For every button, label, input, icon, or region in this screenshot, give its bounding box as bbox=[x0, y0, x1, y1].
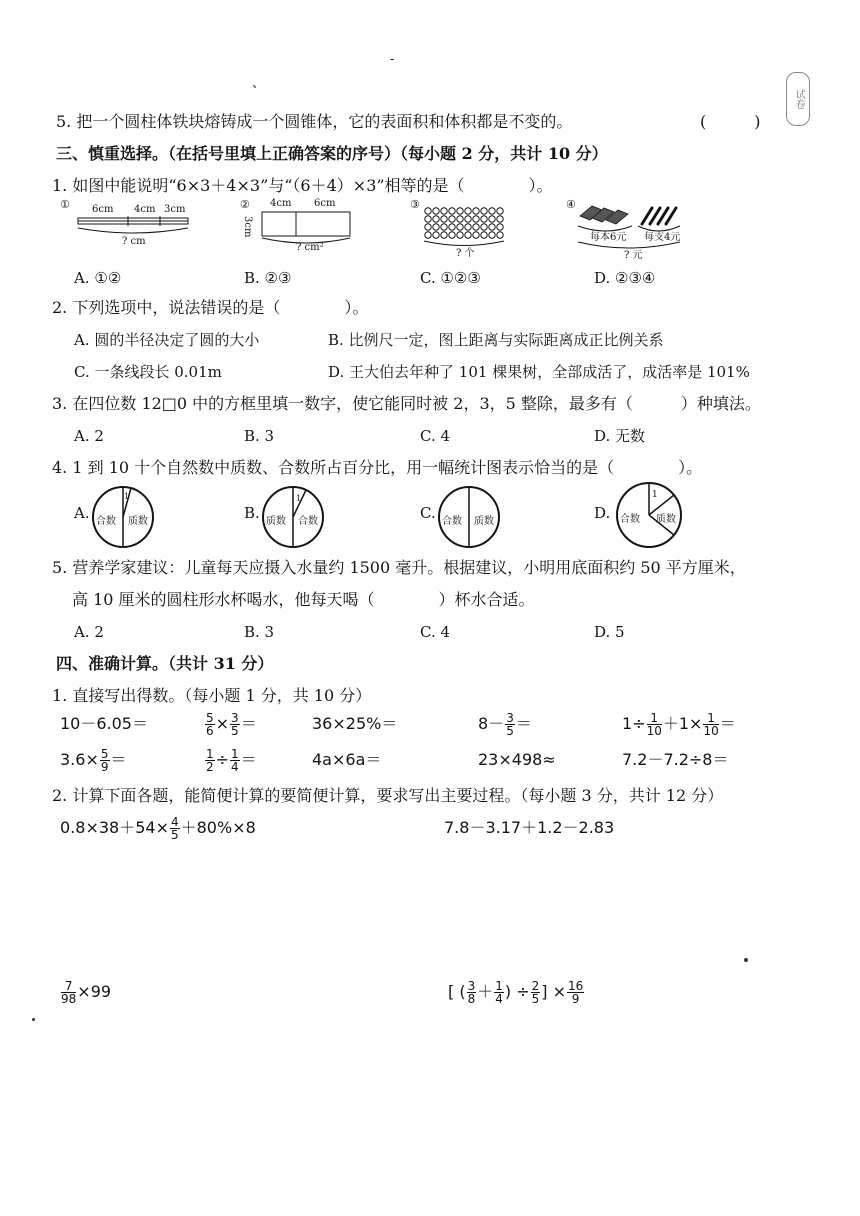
calc-r2c2-eq: ＝ bbox=[240, 750, 257, 769]
question-3-5-stem-line1: 5. 营养学家建议：儿童每天应摄入水量约 1500 毫升。根据建议，小明用底面积约 50 平方厘米， bbox=[52, 558, 746, 577]
calc-r1c3: 36×25%＝ bbox=[312, 714, 398, 733]
option-q2-c[interactable]: C. 一条线段长 0.01m bbox=[74, 363, 222, 381]
figure-4-books-pens bbox=[566, 196, 696, 260]
figure-3-number: ③ bbox=[410, 198, 420, 211]
calc2-e3-den: 98 bbox=[61, 992, 77, 1006]
figure-4-label-a: 每本6元 bbox=[590, 232, 627, 243]
option-q1-a[interactable]: A. ①② bbox=[74, 269, 122, 287]
stray-mark: - bbox=[390, 52, 395, 67]
calc-r2c2-b-den: 4 bbox=[231, 760, 239, 774]
pie-chart-a bbox=[90, 484, 156, 550]
pie-chart-b bbox=[260, 484, 326, 550]
calc-r2c2-op: ÷ bbox=[215, 750, 230, 769]
figure-1-label-c: 3cm bbox=[164, 204, 186, 215]
calc2-e4-c-den: 5 bbox=[531, 992, 540, 1006]
calc-r1c5-pre: 1÷ bbox=[622, 714, 646, 733]
calc-r1c1: 10－6.05＝ bbox=[60, 714, 148, 733]
scan-speck bbox=[32, 1018, 35, 1021]
calc-r2c2-a-den: 2 bbox=[206, 760, 214, 774]
option-q3-a[interactable]: A. 2 bbox=[74, 427, 104, 445]
figure-4-number: ④ bbox=[566, 198, 576, 211]
calc-r1c4-num: 3 bbox=[506, 711, 514, 725]
option-q5-d[interactable]: D. 5 bbox=[594, 623, 625, 641]
calc-r2c1-eq: ＝ bbox=[110, 750, 127, 769]
pie-a-label-he: 合数 bbox=[96, 516, 116, 527]
option-q5-c[interactable]: C. 4 bbox=[420, 623, 451, 641]
calc2-e1-post: ＋80%×8 bbox=[180, 818, 256, 837]
figure-3-circles bbox=[410, 198, 510, 258]
figure-2-label-a: 4cm bbox=[270, 198, 292, 209]
part-2-title: 2. 计算下面各题，能简便计算的要简便计算，要求写出主要过程。（每小题 3 分，共计 12 分） bbox=[52, 786, 724, 805]
calc-r2c4: 23×498≈ bbox=[478, 750, 556, 769]
calc2-e4-d-num: 16 bbox=[567, 979, 584, 993]
question-3-5-stem-line2: 高 10 厘米的圆柱形水杯喝水，他每天喝（ ）杯水合适。 bbox=[72, 590, 535, 609]
section-4-title: 四、准确计算。（共计 31 分） bbox=[56, 654, 274, 673]
calc2-expr-4 bbox=[448, 978, 585, 1006]
calc-r2c1-den: 9 bbox=[100, 760, 109, 774]
option-q2-d[interactable]: D. 王大伯去年种了 101 棵果树，全部成活了，成活率是 101% bbox=[328, 363, 750, 381]
figure-2-rectangles bbox=[240, 196, 360, 256]
pie-a-label-one: 1 bbox=[124, 492, 130, 501]
question-3-1-stem: 1. 如图中能说明“6×3＋4×3”与“（6＋4）×3”相等的是（ ）。 bbox=[52, 176, 553, 195]
option-q5-b[interactable]: B. 3 bbox=[244, 623, 275, 641]
pie-b-label-one: 1 bbox=[296, 494, 302, 503]
calc-r1c5-b-den: 10 bbox=[703, 724, 719, 738]
pie-c-label-zhi: 质数 bbox=[474, 516, 494, 527]
option-q4-a[interactable]: A. bbox=[74, 504, 90, 522]
calc-r1c2-a-den: 6 bbox=[206, 724, 214, 738]
figure-4-label-b: 每支4元 bbox=[644, 232, 681, 243]
option-q1-b[interactable]: B. ②③ bbox=[244, 269, 292, 287]
calc-r1c4-den: 5 bbox=[506, 724, 514, 738]
pie-c-label-he: 合数 bbox=[442, 516, 462, 527]
calc-r1c2-a-num: 5 bbox=[206, 711, 214, 725]
question-3-2-stem: 2. 下列选项中，说法错误的是（ ）。 bbox=[52, 298, 369, 317]
calc-r2c5: 7.2－7.2÷8＝ bbox=[622, 750, 729, 769]
calc2-e4-open: [ ( bbox=[448, 982, 466, 1001]
calc2-e4-div: ) ÷ bbox=[504, 982, 530, 1001]
pie-a-label-zhi: 质数 bbox=[128, 516, 148, 527]
option-q4-c[interactable]: C. bbox=[420, 504, 436, 522]
calc-r1c2 bbox=[204, 710, 257, 738]
side-tab bbox=[786, 72, 810, 126]
calc-r1c5-a-den: 10 bbox=[646, 724, 662, 738]
calc-r2c2-a-num: 1 bbox=[206, 747, 214, 761]
pie-d-label-zhi: 质数 bbox=[656, 514, 676, 525]
calc-r2c1 bbox=[60, 746, 127, 774]
option-q3-d[interactable]: D. 无数 bbox=[594, 427, 646, 445]
figure-2-question: ? cm² bbox=[296, 242, 324, 253]
stray-mark: 、 bbox=[252, 76, 266, 91]
figure-1-segments bbox=[60, 198, 200, 250]
option-q3-b[interactable]: B. 3 bbox=[244, 427, 275, 445]
figure-4-question: ? 元 bbox=[624, 250, 643, 261]
figure-3-question: ? 个 bbox=[456, 248, 475, 259]
calc-r1c4-eq: ＝ bbox=[515, 714, 532, 733]
calc2-e3-num: 7 bbox=[61, 980, 76, 993]
calc2-expr-2: 7.8－3.17＋1.2－2.83 bbox=[444, 818, 615, 837]
question-3-4-stem: 4. 1 到 10 十个自然数中质数、合数所占百分比，用一幅统计图表示恰当的是（ ）。 bbox=[52, 458, 703, 477]
calc2-expr-3 bbox=[60, 978, 111, 1006]
option-q5-a[interactable]: A. 2 bbox=[74, 623, 104, 641]
calc2-e4-a-den: 8 bbox=[467, 992, 476, 1006]
option-q4-d[interactable]: D. bbox=[594, 504, 611, 522]
calc-r1c2-b-num: 3 bbox=[231, 711, 239, 725]
calc-r1c4-pre: 8－ bbox=[478, 714, 505, 733]
pie-chart-c bbox=[436, 484, 502, 550]
calc2-e4-b-num: 1 bbox=[495, 979, 503, 993]
pie-chart-d bbox=[614, 480, 684, 550]
option-q4-b[interactable]: B. bbox=[244, 504, 260, 522]
calc-r1c4 bbox=[478, 710, 532, 738]
calc-r1c5 bbox=[622, 710, 736, 738]
option-q2-a[interactable]: A. 圆的半径决定了圆的大小 bbox=[74, 331, 260, 349]
calc2-e4-a-num: 3 bbox=[467, 979, 476, 993]
figure-2-number: ② bbox=[240, 198, 250, 211]
option-q1-c[interactable]: C. ①②③ bbox=[420, 269, 481, 287]
judge-question-5: 5. 把一个圆柱体铁块熔铸成一个圆锥体，它的表面积和体积都是不变的。 bbox=[56, 112, 573, 131]
calc-r1c2-op: × bbox=[215, 714, 230, 733]
question-3-3-stem: 3. 在四位数 12□0 中的方框里填一数字，使它能同时被 2，3，5 整除，最多有（ ）种填法。 bbox=[52, 394, 761, 413]
calc2-e4-plus: ＋ bbox=[477, 982, 494, 1001]
figure-1-label-b: 4cm bbox=[134, 204, 156, 215]
figure-1-question: ? cm bbox=[122, 236, 146, 247]
calc-r2c2-b-num: 1 bbox=[231, 747, 239, 761]
calc2-e1-num: 4 bbox=[170, 815, 179, 829]
calc2-e4-close: ] × bbox=[541, 982, 566, 1001]
calc2-e4-b-den: 4 bbox=[495, 992, 503, 1006]
calc2-e4-d-den: 9 bbox=[571, 992, 580, 1006]
option-q1-d[interactable]: D. ②③④ bbox=[594, 269, 656, 287]
calc2-e4-c-num: 2 bbox=[531, 979, 540, 993]
pie-b-label-he: 合数 bbox=[298, 516, 318, 527]
calc-r1c5-eq: ＝ bbox=[719, 714, 736, 733]
pie-b-label-zhi: 质数 bbox=[266, 516, 286, 527]
calc-r2c2 bbox=[204, 746, 257, 774]
part-1-title: 1. 直接写出得数。（每小题 1 分，共 10 分） bbox=[52, 686, 372, 705]
calc2-expr-1 bbox=[60, 814, 256, 842]
calc-r2c1-pre: 3.6× bbox=[60, 750, 99, 769]
figure-2-label-h: 3cm bbox=[242, 216, 253, 238]
scan-speck bbox=[744, 958, 748, 962]
side-tab-label: 试卷 bbox=[793, 89, 804, 109]
calc-r2c3: 4a×6a＝ bbox=[312, 750, 382, 769]
calc2-e3-post: ×99 bbox=[77, 982, 112, 1001]
option-q3-c[interactable]: C. 4 bbox=[420, 427, 451, 445]
option-q2-b[interactable]: B. 比例尺一定，图上距离与实际距离成正比例关系 bbox=[328, 331, 664, 349]
calc-r1c5-b-num: 1 bbox=[703, 712, 718, 725]
calc-r1c2-b-den: 5 bbox=[231, 724, 239, 738]
calc-r1c2-eq: ＝ bbox=[240, 714, 257, 733]
figure-1-label-a: 6cm bbox=[92, 204, 114, 215]
pie-d-label-he: 合数 bbox=[620, 514, 640, 525]
pie-d-label-one: 1 bbox=[652, 490, 658, 500]
calc2-e1-den: 5 bbox=[170, 828, 179, 842]
figure-2-label-b: 6cm bbox=[314, 198, 336, 209]
section-3-title: 三、慎重选择。（在括号里填上正确答案的序号）（每小题 2 分，共计 10 分） bbox=[56, 144, 608, 163]
answer-bracket[interactable]: ( ) bbox=[700, 112, 761, 131]
calc-r1c5-mid: ＋1× bbox=[662, 714, 703, 733]
figure-1-number: ① bbox=[60, 198, 70, 211]
calc2-e1-pre: 0.8×38＋54× bbox=[60, 818, 169, 837]
calc-r2c1-num: 5 bbox=[100, 747, 109, 761]
calc-r1c5-a-num: 1 bbox=[647, 712, 662, 725]
